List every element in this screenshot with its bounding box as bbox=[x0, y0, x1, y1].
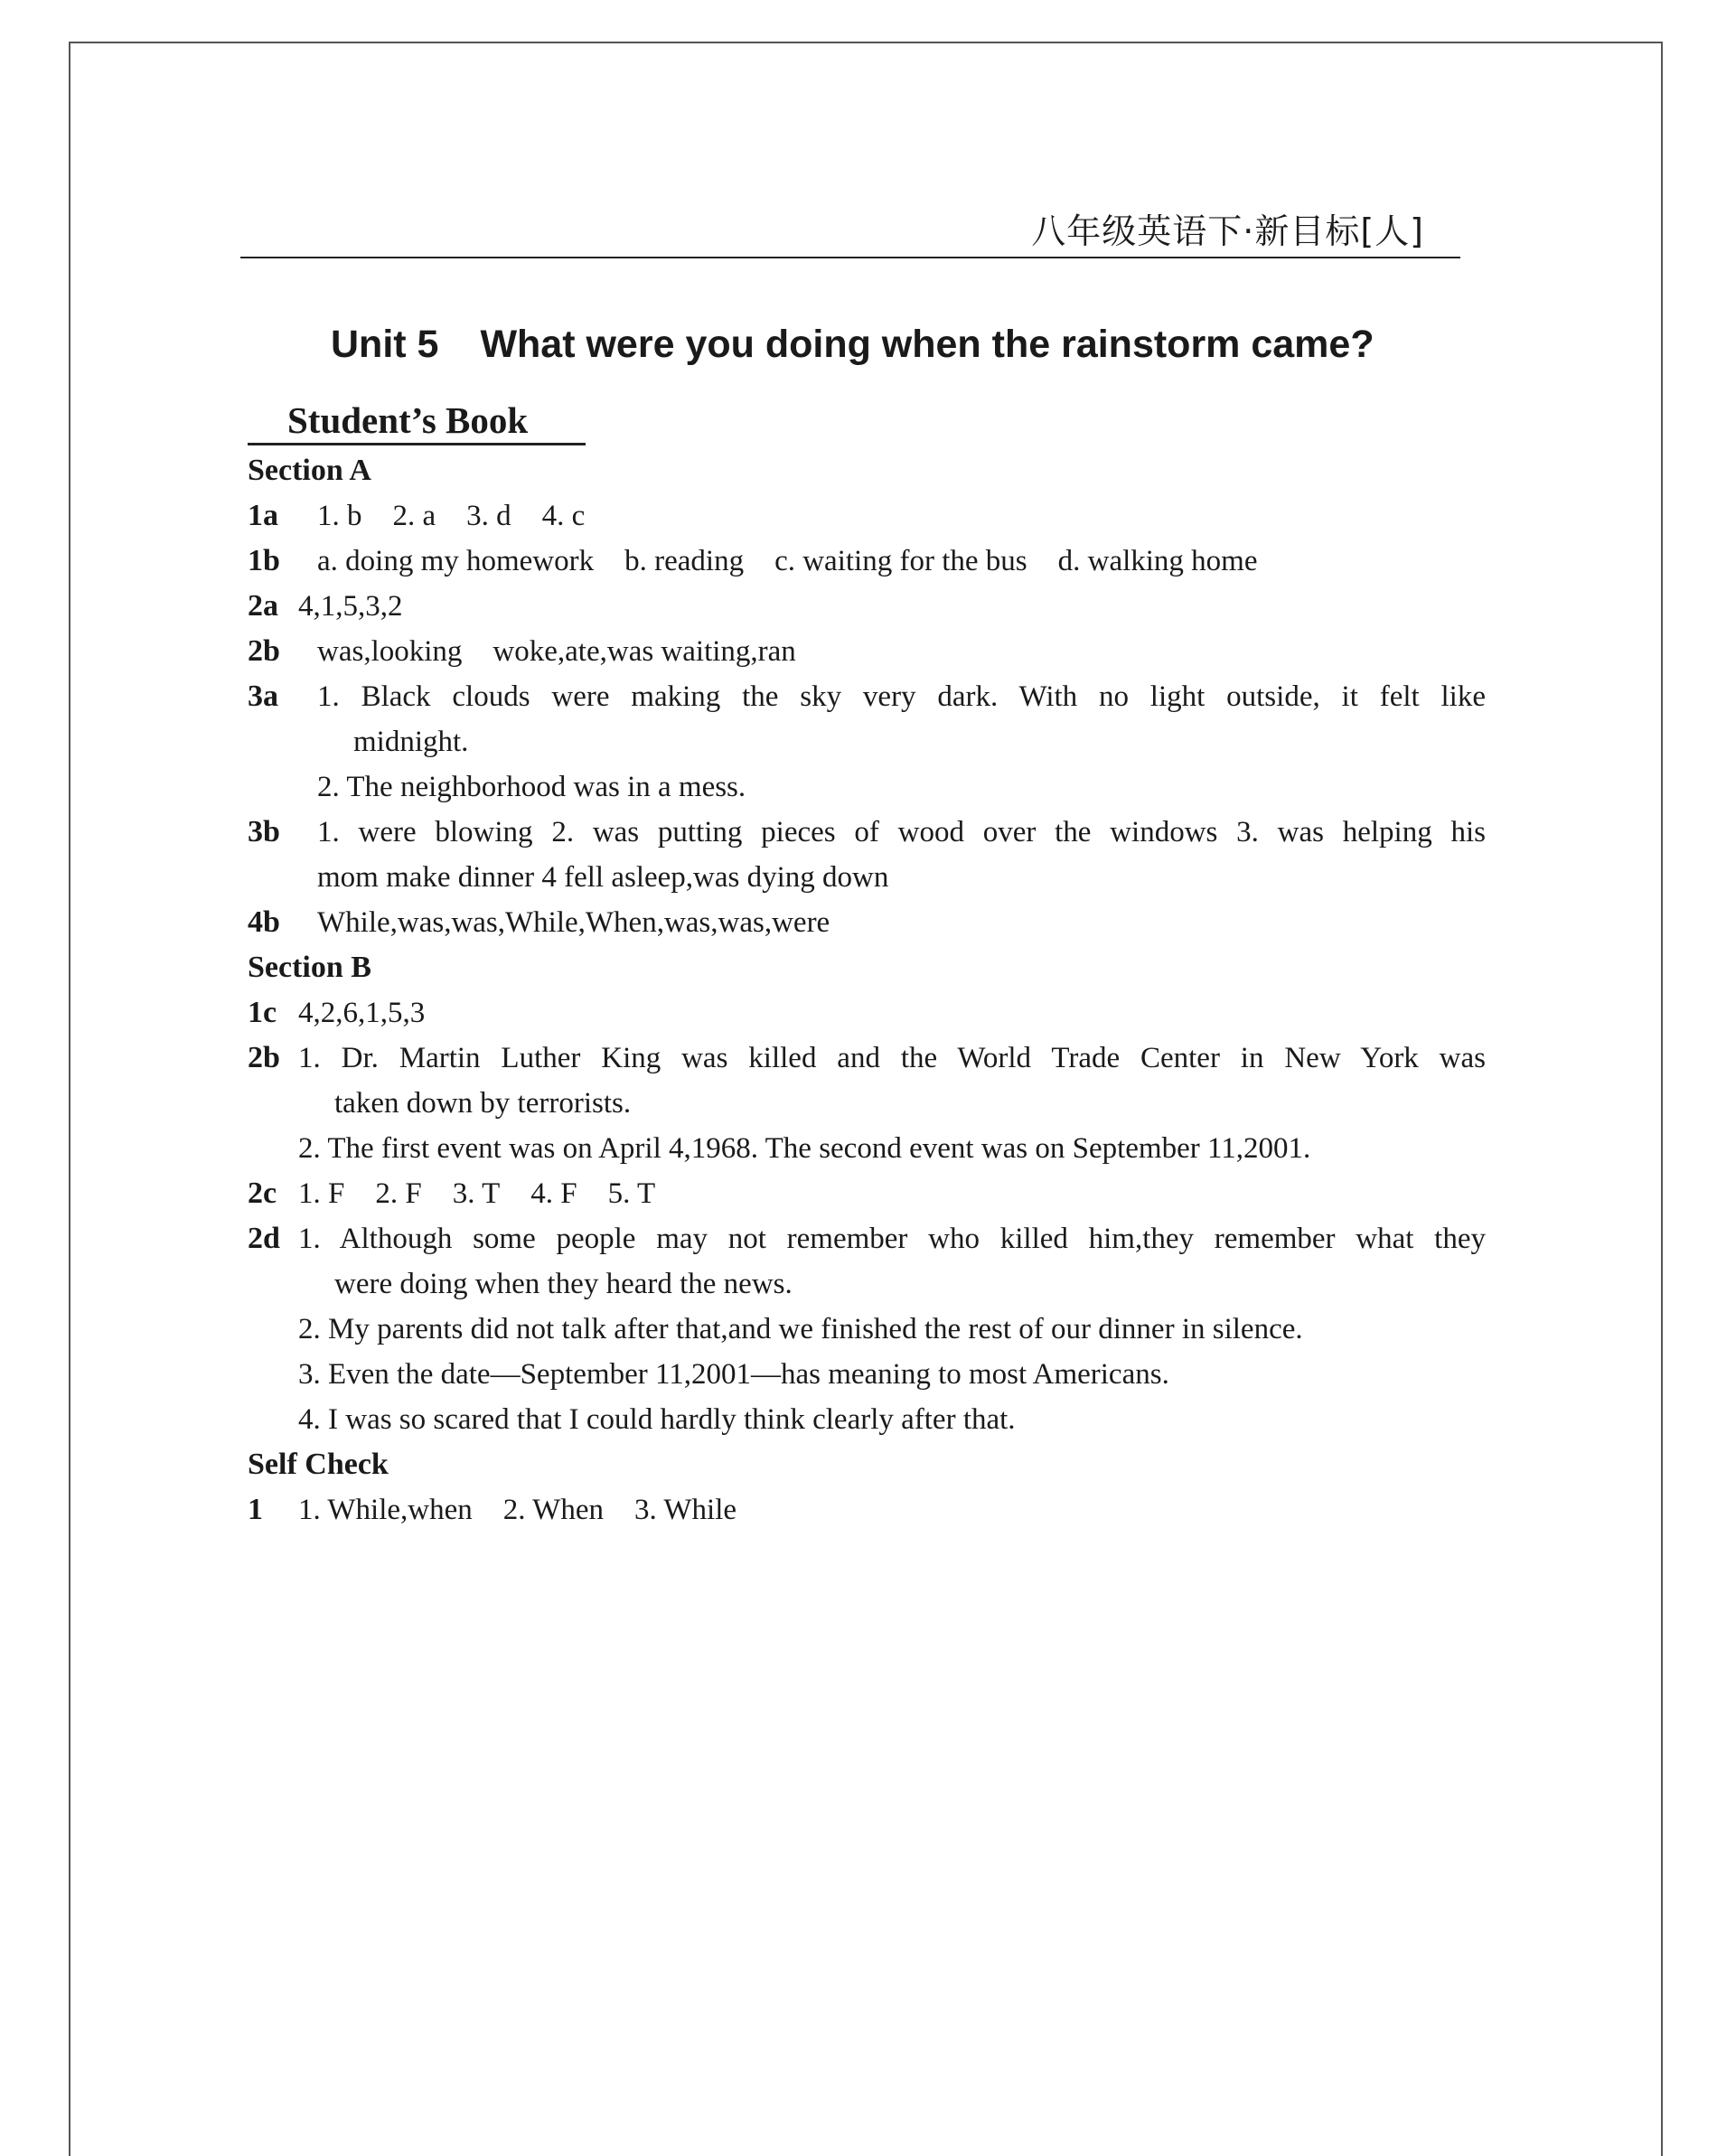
row-label: 2d bbox=[248, 1222, 280, 1255]
answer-item: 3. T bbox=[452, 1177, 501, 1210]
answer-line: 1. Black clouds were making the sky very dark. With no light outside, it felt like bbox=[317, 680, 1486, 713]
answer-item: b. reading bbox=[624, 545, 745, 577]
row-label: 1c bbox=[248, 996, 277, 1029]
row-label: 2a bbox=[248, 589, 278, 623]
row-label: 2b bbox=[248, 1041, 280, 1074]
answer-line: 1. were blowing 2. was putting pieces of wood over the windows 3. was helping his bbox=[317, 816, 1486, 848]
section-b-heading: Section B bbox=[248, 951, 371, 984]
answer-item: 3. d bbox=[466, 500, 511, 532]
unit-number: Unit 5 bbox=[331, 323, 439, 366]
answer-row-2a bbox=[248, 584, 1486, 629]
unit-question: What were you doing when the rainstorm came? bbox=[480, 323, 1375, 366]
answer-line-continued: mom make dinner 4 fell asleep,was dying down bbox=[317, 861, 889, 894]
answer-item: 3. While bbox=[633, 1494, 737, 1526]
answer-line: 1. Dr. Martin Luther King was killed and the World Trade Center in New York was bbox=[298, 1042, 1486, 1074]
answer-row-2d bbox=[248, 1216, 1486, 1442]
answer-line: 4. I was so scared that I could hardly think clearly after that. bbox=[298, 1403, 1016, 1436]
answer-item: 2. F bbox=[375, 1177, 422, 1210]
answer-item: 4. F bbox=[530, 1177, 577, 1210]
row-label: 2c bbox=[248, 1176, 277, 1210]
book-title: Student’s Book bbox=[248, 398, 586, 445]
row-label: 4b bbox=[248, 905, 280, 939]
self-check-heading: Self Check bbox=[248, 1448, 389, 1481]
answer-row-1b bbox=[248, 539, 1486, 584]
answer-item: 4. c bbox=[541, 500, 586, 532]
header-text: 八年级英语下·新目标[人] bbox=[1031, 211, 1424, 251]
row-label: 2b bbox=[248, 634, 280, 668]
answer-row-3a bbox=[248, 674, 1486, 810]
answer-item: 5. T bbox=[607, 1177, 656, 1210]
answer-line: 3. Even the date—September 11,2001—has meaning to most Americans. bbox=[298, 1358, 1169, 1391]
answer-item: woke,ate,was waiting,ran bbox=[493, 635, 796, 668]
answer-line-continued: taken down by terrorists. bbox=[334, 1087, 632, 1120]
answer-row-4b bbox=[248, 900, 1486, 945]
answer-item: 1. b bbox=[317, 500, 362, 532]
unit-title bbox=[331, 323, 1375, 367]
answer-line-continued: midnight. bbox=[353, 726, 469, 758]
answer-text: 4,2,6,1,5,3 bbox=[298, 997, 426, 1029]
answer-item: a. doing my homework bbox=[317, 545, 595, 577]
answer-line: 2. The neighborhood was in a mess. bbox=[317, 771, 746, 803]
answer-line: 2. My parents did not talk after that,and we finished the rest of our dinner in silence. bbox=[298, 1313, 1303, 1345]
row-label: 3b bbox=[248, 815, 280, 848]
answer-item: c. waiting for the bus bbox=[774, 545, 1027, 577]
answer-row-1c bbox=[248, 990, 1486, 1036]
row-label: 1b bbox=[248, 544, 280, 577]
answer-text: While,was,was,While,When,was,was,were bbox=[317, 906, 830, 939]
running-header bbox=[240, 206, 1460, 258]
answer-row-2b bbox=[248, 629, 1486, 674]
answer-item: was,looking bbox=[317, 635, 463, 668]
answer-item: 1. While,when bbox=[298, 1494, 473, 1526]
row-label: 3a bbox=[248, 680, 278, 713]
row-label: 1a bbox=[248, 499, 278, 532]
answer-key bbox=[248, 448, 1486, 1533]
answer-item: 2. When bbox=[502, 1494, 604, 1526]
answer-text: 4,1,5,3,2 bbox=[298, 590, 403, 623]
answer-item: 2. a bbox=[392, 500, 436, 532]
answer-row-2c bbox=[248, 1171, 1486, 1216]
answer-item: 1. F bbox=[298, 1177, 345, 1210]
row-label: 1 bbox=[248, 1493, 263, 1526]
answer-item: d. walking home bbox=[1057, 545, 1258, 577]
answer-row-3b bbox=[248, 810, 1486, 900]
answer-line: 2. The first event was on April 4,1968. The second event was on September 11,2001. bbox=[298, 1132, 1311, 1165]
section-a-heading: Section A bbox=[248, 454, 371, 487]
answer-row-self-check-1 bbox=[248, 1487, 1486, 1533]
answer-line-continued: were doing when they heard the news. bbox=[334, 1268, 793, 1300]
answer-line: 1. Although some people may not remember who killed him,they remember what they bbox=[298, 1223, 1486, 1255]
answer-row-1a bbox=[248, 493, 1486, 539]
answer-row-2b-section-b bbox=[248, 1036, 1486, 1171]
